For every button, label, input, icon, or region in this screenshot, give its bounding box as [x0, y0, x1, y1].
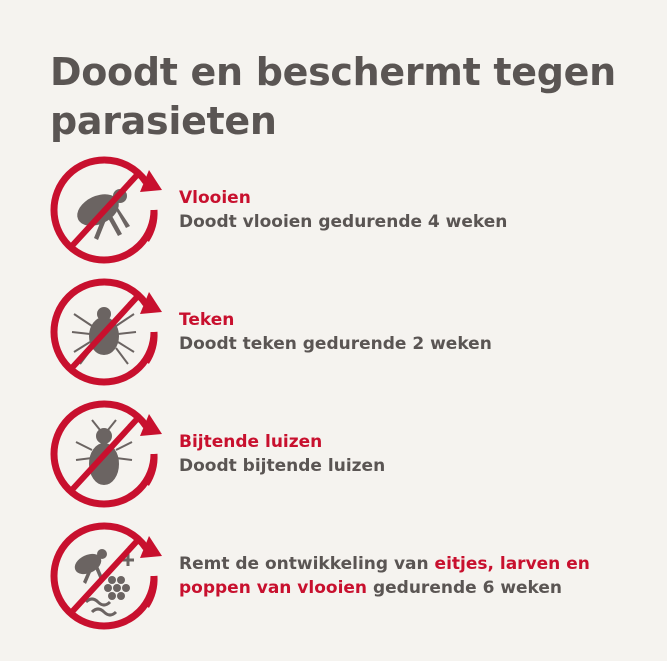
page-title: Doodt en beschermt tegen parasieten — [50, 50, 616, 143]
item-heading: Vlooien — [179, 188, 251, 208]
list-item — [46, 396, 646, 516]
list-item — [46, 518, 646, 638]
louse-icon — [46, 396, 162, 512]
item-description: Remt de ontwikkeling van eitjes, larven en poppen van vlooien gedurende 6 weken — [179, 554, 590, 598]
item-description: Doodt vlooien gedurende 4 weken — [179, 212, 508, 232]
item-highlight: eitjes, larven en poppen van vlooien — [179, 554, 590, 598]
flea-lifecycle-icon — [46, 518, 162, 634]
tick-icon — [46, 274, 162, 390]
item-heading: Teken — [179, 310, 235, 330]
flea-icon — [46, 152, 162, 268]
item-description: Doodt teken gedurende 2 weken — [179, 334, 492, 354]
item-description: Doodt bijtende luizen — [179, 456, 386, 476]
list-item — [46, 152, 646, 272]
list-item — [46, 274, 646, 394]
item-heading: Bijtende luizen — [179, 432, 323, 452]
